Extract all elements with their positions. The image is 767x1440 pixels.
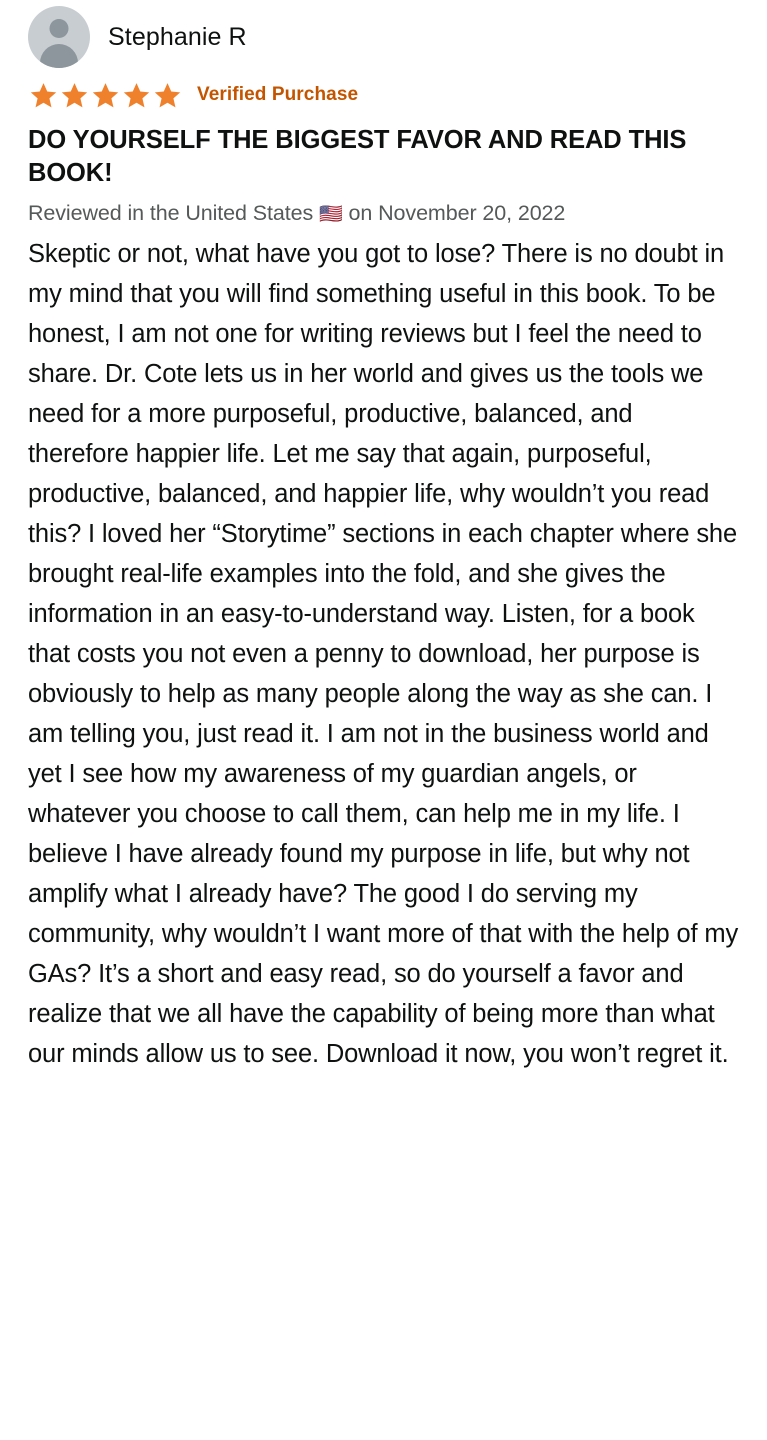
- star-rating[interactable]: [28, 81, 183, 110]
- star-icon: [152, 81, 183, 110]
- review-meta: [28, 199, 739, 228]
- reviewer-profile[interactable]: [28, 0, 739, 70]
- verified-purchase-badge: Verified Purchase: [197, 84, 359, 105]
- review-location: Reviewed in the United States: [28, 201, 314, 226]
- avatar-body-shape: [40, 44, 78, 68]
- us-flag-icon: 🇺🇸: [319, 204, 343, 226]
- review-date: on November 20, 2022: [348, 201, 566, 226]
- star-icon: [121, 81, 152, 110]
- avatar-head-shape: [50, 19, 69, 38]
- avatar: [28, 6, 90, 68]
- review-body-text: Skeptic or not, what have you got to lose? There is no doubt in my mind that you will find something useful in this book. To be honest, I am not one for writing reviews but I feel the need to share. Dr. Cote lets us in her world and gives us the tools we need for a more purposeful, productive, balanced, and therefore happier life. Let me say that again, purposeful, productive, balanced, and happier life, why wouldn’t you read this? I loved her “Storytime” sections in each chapter where she brought real-life examples into the fold, and she gives the information in an easy-to-understand way. Listen, for a book that costs you not even a penny to download, her purpose is obviously to help as many people along the way as she can. I am telling you, just read it. I am not in the business world and yet I see how my awareness of my guardian angels, or whatever you choose to call them, can help me in my life. I believe I have already found my purpose in life, but why not amplify what I already have? The good I do serving my community, why wouldn’t I want more of that with the help of my GAs? It’s a short and easy read, so do yourself a favor and realize that we all have the capability of being more than what our minds allow us to see. Download it now, you won’t regret it.: [28, 240, 739, 1069]
- review-title[interactable]: DO YOURSELF THE BIGGEST FAVOR AND READ THIS BOOK!: [28, 126, 687, 188]
- star-icon: [59, 81, 90, 110]
- reviewer-name[interactable]: Stephanie R: [108, 22, 247, 51]
- star-icon: [28, 81, 59, 110]
- star-icon: [90, 81, 121, 110]
- rating-row: [28, 80, 739, 110]
